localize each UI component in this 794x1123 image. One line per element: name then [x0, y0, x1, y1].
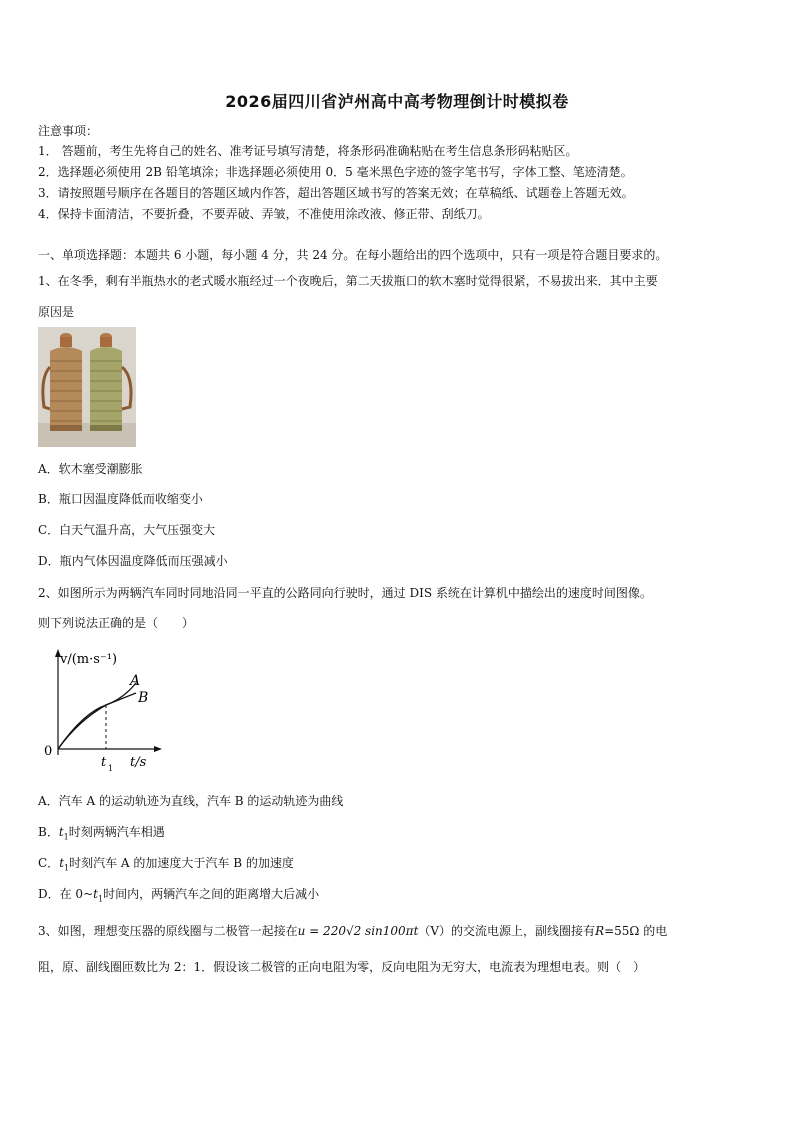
page-title: 2026届四川省泸州高中高考物理倒计时模拟卷 — [225, 92, 569, 111]
curve-b — [58, 693, 136, 749]
q3-stem-prefix: 3、如图，理想变压器的原线圈与二极管一起接在 — [38, 924, 298, 938]
q2-option-b-prefix: B． — [38, 825, 59, 839]
velocity-time-graph — [38, 643, 168, 778]
section-heading: 一、单项选择题：本题共 6 小题，每小题 4 分，共 24 分。在每小题给出的四个选项中，只有一项是符合题目要求的。 — [38, 248, 668, 262]
notice-item-1: 1． 答题前，考生先将自己的姓名、准考证号填写清楚，将条形码准确粘贴在考生信息条形码粘贴区。 — [38, 144, 578, 158]
q2-option-d-prefix: D．在 0~ — [38, 887, 94, 901]
t1-subscript: 1 — [108, 764, 114, 773]
q2-option-d-text: 时间内，两辆汽车之间的距离增大后减小 — [103, 887, 320, 901]
x-axis-label: t/s — [130, 755, 147, 770]
q1-stem-line1: 1、在冬季，剩有半瓶热水的老式暖水瓶经过一个夜晚后，第二天拔瓶口的软木塞时觉得很紧，不易拔出来．其中主要 — [38, 274, 658, 288]
thermos-photo — [38, 327, 136, 447]
curve-a-label: A — [130, 673, 141, 689]
q2-option-d — [38, 885, 319, 903]
notice-heading: 注意事项： — [38, 124, 99, 138]
notice-item-4: 4．保持卡面清洁，不要折叠，不要弄破、弄皱，不准使用涂改液、修正带、刮纸刀。 — [38, 207, 490, 221]
q2-option-b-sub: 1 — [63, 832, 69, 842]
q3-resistor-var: R — [595, 924, 605, 938]
origin-label: 0 — [44, 744, 53, 759]
q1-option-d: D．瓶内气体因温度降低而压强减小 — [38, 554, 228, 568]
q3-voltage-formula: u = 220√2 sin100πt — [297, 924, 419, 938]
q2-option-a: A．汽车 A 的运动轨迹为直线，汽车 B 的运动轨迹为曲线 — [38, 794, 344, 808]
q3-resistor-value: =55Ω 的电 — [604, 924, 668, 938]
y-axis-label: v/(m·s⁻¹) — [60, 652, 118, 667]
q2-option-b — [38, 823, 165, 841]
q2-option-c-text: 时刻汽车 A 的加速度大于汽车 B 的加速度 — [69, 856, 294, 870]
x-axis-arrow — [154, 746, 162, 752]
notice-item-2: 2．选择题必须使用 2B 铅笔填涂；非选择题必须使用 0．5 毫米黑色字迹的签字笔书写，字体工整、笔迹清楚。 — [38, 165, 633, 179]
q2-stem-line1: 2、如图所示为两辆汽车同时同地沿同一平直的公路同向行驶时，通过 DIS 系统在计算机中描绘出的速度时间图像。 — [38, 586, 652, 600]
q1-stem-line2: 原因是 — [38, 305, 75, 319]
notice-item-3: 3．请按照题号顺序在各题目的答题区域内作答，超出答题区域书写的答案无效；在草稿纸、试题卷上答题无效。 — [38, 186, 634, 200]
q2-option-c — [38, 854, 294, 872]
q2-option-b-var: t — [58, 825, 64, 839]
q3-stem-middle: （V）的交流电源上，副线圈接有 — [418, 924, 596, 938]
q3-stem-line2: 阻，原、副线圈匝数比为 2：1．假设该二极管的正向电阻为零，反向电阻为无穷大，电流表为理想电表。则（ ） — [38, 960, 646, 974]
q2-option-c-sub: 1 — [64, 863, 70, 873]
q2-option-d-var: t — [93, 887, 98, 901]
q2-option-c-var: t — [59, 856, 65, 870]
curve-a — [58, 683, 136, 749]
q2-stem-line2: 则下列说法正确的是（ ） — [38, 616, 195, 630]
q1-option-a: A．软木塞受潮膨胀 — [38, 462, 143, 476]
q2-option-d-sub: 1 — [97, 894, 104, 904]
q1-option-c: C．白天气温升高，大气压强变大 — [38, 523, 216, 537]
q2-option-c-prefix: C． — [38, 856, 60, 870]
t1-label: t — [101, 755, 107, 770]
curve-b-label: B — [138, 690, 149, 706]
q1-option-b: B．瓶口因温度降低而收缩变小 — [38, 492, 203, 506]
q3-stem-line1 — [38, 922, 667, 939]
q2-option-b-text: 时刻两辆汽车相遇 — [68, 825, 165, 839]
